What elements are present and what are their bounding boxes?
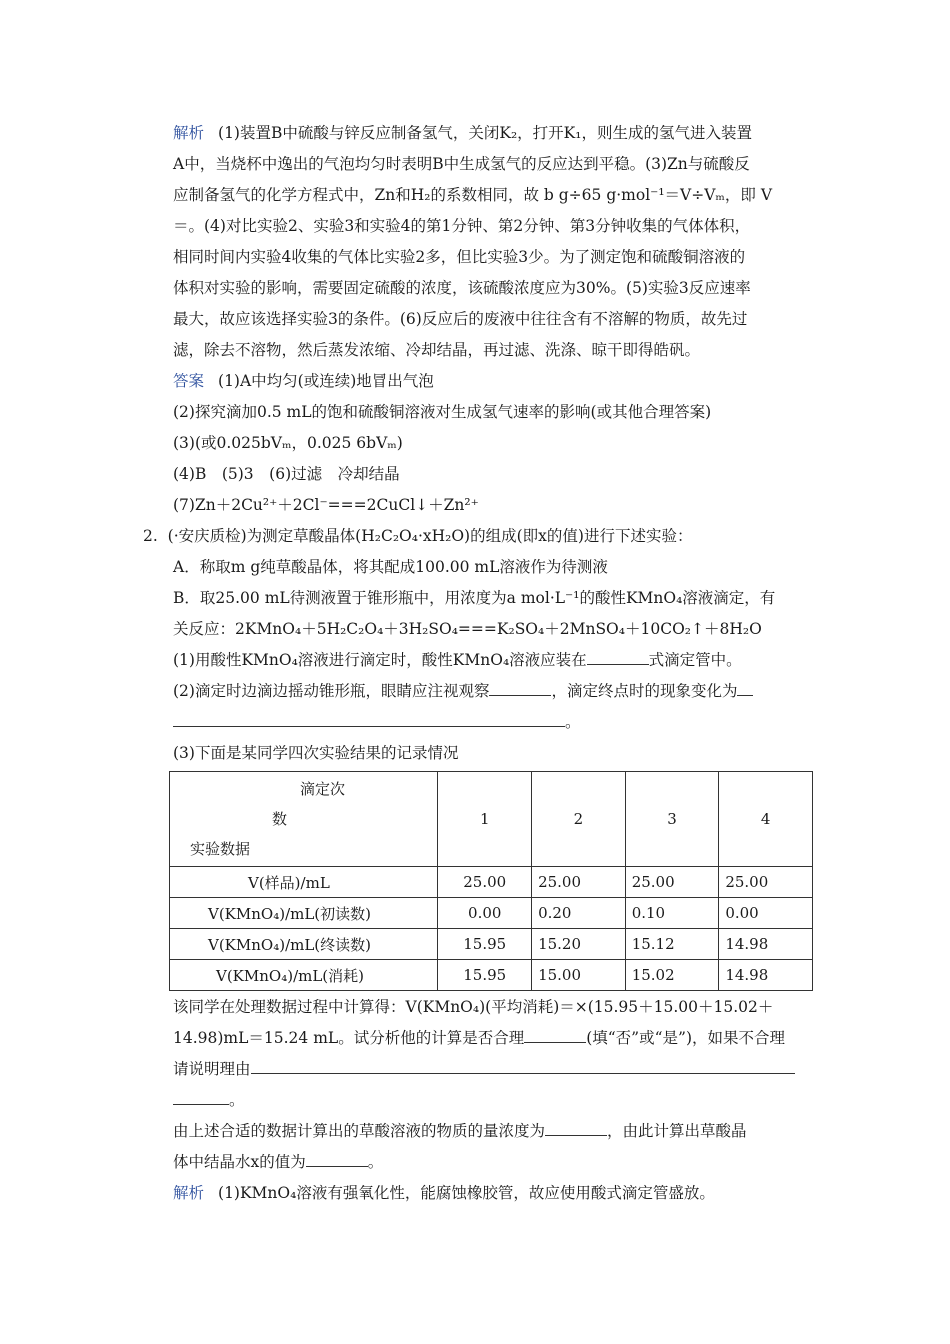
table-header-row: [170, 772, 813, 867]
explanation-label: 解析: [173, 1184, 205, 1202]
answer-blank[interactable]: [173, 1088, 229, 1105]
answer-blank[interactable]: [306, 1150, 368, 1167]
table-row: [170, 929, 813, 960]
crystal-water-question: 体中结晶水x的值为 。: [173, 1147, 813, 1178]
table-corner-cell: 滴定次 数 实验数据: [170, 772, 438, 867]
explanation-line: A中，当烧杯中逸出的气泡均匀时表明B中生成氢气的反应达到平稳。(3)Zn与硫酸反: [173, 155, 750, 173]
table-cell: 25.00: [625, 867, 719, 898]
explanation-line: 相同时间内实验4收集的气体比实验2多，但比实验3少。为了测定饱和硫酸铜溶液的: [173, 248, 746, 266]
answer-line: 答案 (1)A中均匀(或连续)地冒出气泡: [173, 372, 434, 390]
table-column-header: 2: [532, 772, 626, 867]
table-row: [170, 898, 813, 929]
table-cell: 15.95: [438, 960, 532, 991]
table-cell: 0.10: [625, 898, 719, 929]
answer-line: (4)B (5)3 (6)过滤 冷却结晶: [173, 465, 400, 483]
sub-question-2: (2)滴定时边滴边摇动锥形瓶，眼睛应注视观察 ，滴定终点时的现象变化为: [173, 676, 813, 707]
sub-question-1: (1)用酸性KMnO₄溶液进行滴定时，酸性KMnO₄溶液应装在 式滴定管中。: [173, 645, 813, 676]
table-column-header: 4: [719, 772, 813, 867]
table-cell: 25.00: [719, 867, 813, 898]
table-row: [170, 867, 813, 898]
table-cell: 15.20: [532, 929, 626, 960]
answer-line: (2)探究滴加0.5 mL的饱和硫酸铜溶液对生成氢气速率的影响(或其他合理答案): [173, 403, 712, 421]
step-b-reaction: 关反应：2KMnO₄＋5H₂C₂O₄＋3H₂SO₄===K₂SO₄＋2MnSO₄＋10CO₂↑＋8H₂O: [173, 620, 762, 638]
reason-prompt: 请说明理由: [173, 1054, 813, 1085]
titration-table: [169, 771, 813, 991]
row-label: V(KMnO₄)/mL(初读数): [170, 898, 438, 929]
sub-question-2-cont: 。: [173, 707, 813, 738]
question-2-stem: 2. (·安庆质检)为测定草酸晶体(H₂C₂O₄·xH₂O)的组成(即x的值)进行下述实验：: [143, 527, 693, 545]
answer-blank[interactable]: [737, 679, 753, 696]
table-cell: 25.00: [438, 867, 532, 898]
answer-blank[interactable]: [173, 710, 565, 727]
step-b: B．取25.00 mL待测液置于锥形瓶中，用浓度为a mol·L⁻¹的酸性KMnO₄溶液滴定，有: [173, 589, 776, 607]
answer-blank[interactable]: [251, 1057, 795, 1074]
explanation-line: 最大，故应该选择实验3的条件。(6)反应后的废液中往往含有不溶解的物质，故先过: [173, 310, 748, 328]
table-row: [170, 960, 813, 991]
explanation-line: 滤，除去不溶物，然后蒸发浓缩、冷却结晶，再过滤、洗涤、晾干即得皓矾。: [173, 341, 701, 359]
table-cell: 14.98: [719, 929, 813, 960]
row-label: V(KMnO₄)/mL(消耗): [170, 960, 438, 991]
document-page: [143, 118, 813, 1209]
answer-blank[interactable]: [524, 1026, 586, 1043]
explanation-line: 应制备氢气的化学方程式中，Zn和H₂的系数相同，故 b g÷65 g·mol⁻¹＝V÷Vₘ，即 V: [173, 186, 773, 204]
calculation-question: 14.98)mL＝15.24 mL。试分析他的计算是否合理 (填“否”或“是”)，如果不合理: [173, 1023, 813, 1054]
row-label: V(样品)/mL: [170, 867, 438, 898]
sub-question-3: (3)下面是某同学四次实验结果的记录情况: [173, 744, 459, 762]
table-cell: 15.00: [532, 960, 626, 991]
table-column-header: 3: [625, 772, 719, 867]
step-a: A．称取m g纯草酸晶体，将其配成100.00 mL溶液作为待测液: [173, 558, 608, 576]
answer-blank[interactable]: [545, 1119, 607, 1136]
table-column-header: 1: [438, 772, 532, 867]
answer-blank[interactable]: [489, 679, 551, 696]
table-cell: 14.98: [719, 960, 813, 991]
explanation-line: 解析 (1)装置B中硫酸与锌反应制备氢气，关闭K₂，打开K₁，则生成的氢气进入装置: [173, 124, 752, 142]
table-cell: 15.12: [625, 929, 719, 960]
answer-line: (3)(或0.025bVₘ，0.025 6bVₘ): [173, 434, 403, 452]
concentration-question: 由上述合适的数据计算出的草酸溶液的物质的量浓度为 ，由此计算出草酸晶: [173, 1116, 813, 1147]
answer-line: (7)Zn＋2Cu²⁺＋2Cl⁻===2CuCl↓＋Zn²⁺: [173, 496, 479, 514]
row-label: V(KMnO₄)/mL(终读数): [170, 929, 438, 960]
table-cell: 0.00: [438, 898, 532, 929]
answer-label: 答案: [173, 372, 205, 390]
table-cell: 0.00: [719, 898, 813, 929]
explanation-line: 体积对实验的影响，需要固定硫酸的浓度，该硫酸浓度应为30%。(5)实验3反应速率: [173, 279, 751, 297]
table-cell: 0.20: [532, 898, 626, 929]
explanation-label: 解析: [173, 124, 205, 142]
table-cell: 15.02: [625, 960, 719, 991]
question-number: 2.: [143, 527, 158, 545]
reason-prompt-cont: 。: [173, 1085, 813, 1116]
table-cell: 25.00: [532, 867, 626, 898]
explanation-line: ＝。(4)对比实验2、实验3和实验4的第1分钟、第2分钟、第3分钟收集的气体体积，: [173, 217, 751, 235]
table-cell: 15.95: [438, 929, 532, 960]
answer-blank[interactable]: [587, 648, 649, 665]
calculation-text: 该同学在处理数据过程中计算得：V(KMnO₄)(平均消耗)＝×(15.95＋15.00＋15.02＋: [173, 998, 774, 1016]
explanation-line: 解析 (1)KMnO₄溶液有强氧化性，能腐蚀橡胶管，故应使用酸式滴定管盛放。: [173, 1184, 715, 1202]
